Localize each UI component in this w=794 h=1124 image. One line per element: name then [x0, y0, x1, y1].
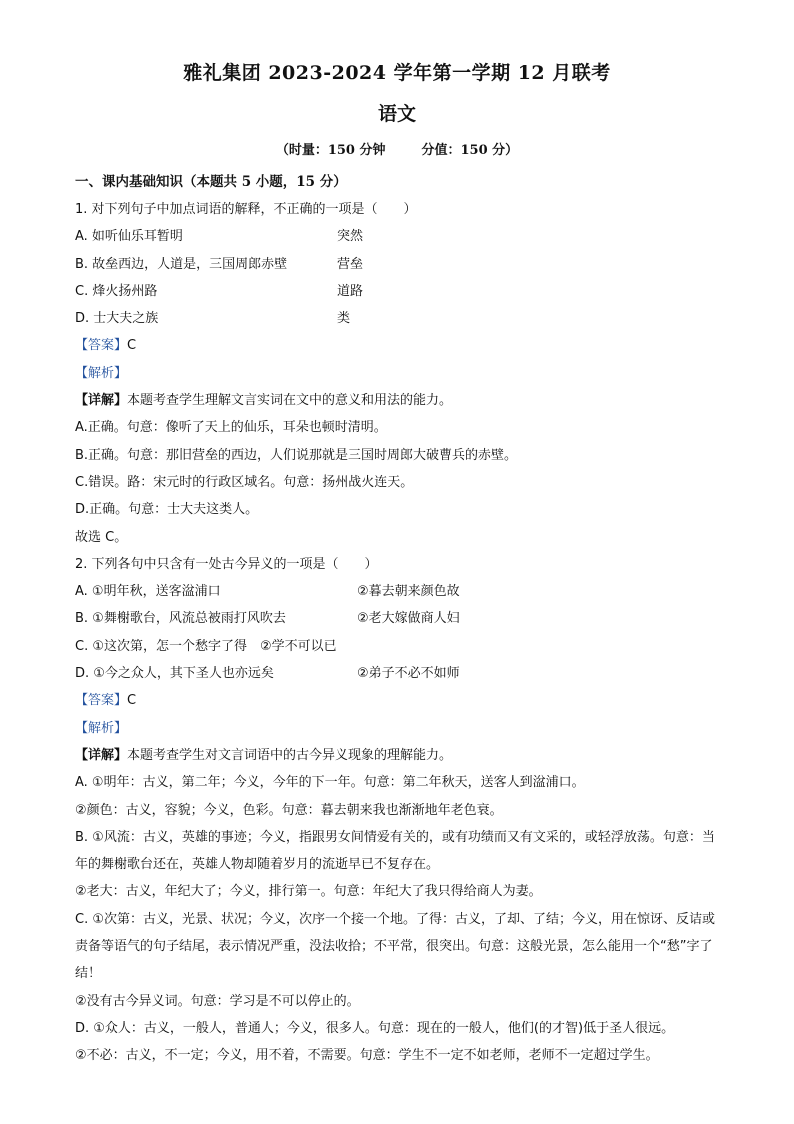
question-2-answer — [75, 687, 725, 714]
option-text: C. 烽火扬州路 — [75, 283, 158, 299]
question-2-analysis-label: 【解析】 — [75, 720, 128, 736]
option-gloss: 道路 — [337, 283, 364, 299]
question-2-explanation-line: B. ①风流：古义，英雄的事迹；今义，指跟男女间情爱有关的，或有功绩而又有文采的，或轻浮放荡。句意：当年的舞榭歌台还在，英雄人物却随着岁月的流逝早已不复存在。 — [75, 829, 715, 873]
answer-value: C — [127, 693, 137, 709]
question-1-option-c — [75, 278, 725, 305]
option-gloss: 类 — [337, 311, 351, 327]
question-2-option-b — [75, 605, 725, 632]
option-text: A. 如听仙乐耳暂明 — [75, 229, 183, 245]
question-2-explanation-line: ②不必：古义，不一定；今义，用不着，不需要。句意：学生不一定不如老师，老师不一定超过学生。 — [75, 1048, 659, 1064]
exam-subject: 语文 — [377, 103, 416, 125]
option-text: D. 士大夫之族 — [75, 311, 159, 327]
answer-label: 【答案】 — [75, 338, 128, 354]
exam-meta — [0, 139, 794, 158]
option-part-1: D. ①今之众人，其下圣人也亦远矣 — [75, 666, 274, 682]
option-gloss: 突然 — [337, 229, 364, 245]
question-1-stem: 1. 对下列句子中加点词语的解释，不正确的一项是（ ） — [75, 202, 417, 217]
question-1-detail — [75, 387, 725, 414]
question-2-detail — [75, 742, 725, 769]
option-gloss: 营垒 — [337, 256, 364, 272]
question-1-option-d — [75, 305, 725, 332]
question-1-explanation-line: D.正确。句意：士大夫这类人。 — [75, 502, 259, 518]
question-2-explanation-line: D. ①众人：古义，一般人，普通人；今义，很多人。句意：现在的一般人，他们(的才智)低于圣人很远。 — [75, 1020, 675, 1036]
option-part-2: ②老大嫁做商人妇 — [357, 611, 460, 627]
question-1-explanation-line: B.正确。句意：那旧营垒的西边，人们说那就是三国时周郎大破曹兵的赤壁。 — [75, 447, 518, 463]
question-1-conclusion: 故选 C。 — [75, 529, 128, 545]
section-heading: 一、课内基础知识（本题共 5 小题，15 分） — [75, 174, 347, 190]
option-text: B. 故垒西边，人道是，三国周郎赤壁 — [75, 256, 288, 272]
question-1-explanation-line: A.正确。句意：像听了天上的仙乐，耳朵也顿时清明。 — [75, 420, 387, 436]
question-1-analysis-label: 【解析】 — [75, 365, 128, 381]
detail-label: 【详解】 — [75, 747, 128, 763]
exam-title: 雅礼集团 2023-2024 学年第一学期 12 月联考 — [183, 62, 611, 84]
question-2-explanation-line: ②没有古今异义词。句意：学习是不可以停止的。 — [75, 993, 360, 1009]
detail-text: 本题考查学生对文言词语中的古今异义现象的理解能力。 — [127, 747, 453, 763]
option-part-1: C. ①这次第，怎一个愁字了得 ②学不可以已 — [75, 638, 337, 654]
question-2-option-c — [75, 633, 725, 660]
question-2-option-a — [75, 578, 725, 605]
total-score: 分值：150 分） — [421, 143, 519, 158]
option-part-2: ②暮去朝来颜色故 — [357, 584, 460, 600]
question-2-explanation-line: ②颜色：古义，容貌；今义，色彩。句意：暮去朝来我也渐渐地年老色衰。 — [75, 802, 503, 818]
question-2-explanation-line: ②老大：古义，年纪大了；今义，排行第一。句意：年纪大了我只得给商人为妻。 — [75, 884, 542, 900]
question-1-answer — [75, 332, 725, 359]
question-1-explanation-line: C.错误。路：宋元时的行政区域名。句意：扬州战火连天。 — [75, 474, 414, 490]
time-limit: （时量：150 分钟 — [275, 143, 386, 158]
question-1-option-b — [75, 251, 725, 278]
detail-text: 本题考查学生理解文言实词在文中的意义和用法的能力。 — [127, 393, 453, 409]
question-1-option-a — [75, 223, 725, 250]
answer-value: C — [127, 338, 137, 354]
option-part-2: ②弟子不必不如师 — [357, 666, 460, 682]
exam-content — [75, 196, 725, 1070]
question-2-explanation-line: C. ①次第：古义，光景、状况；今义，次序一个接一个地。了得：古义，了却、了结；今义，用在惊讶、反诘或责备等语气的句子结尾，表示情况严重，没法收拾；不平常，很突出。句意：这般光景，怎么能用一个“愁”字了结！ — [75, 911, 715, 982]
question-2-stem: 2. 下列各句中只含有一处古今异义的一项是（ ） — [75, 556, 378, 572]
option-part-1: A. ①明年秋，送客湓浦口 — [75, 584, 221, 600]
detail-label: 【详解】 — [75, 393, 128, 409]
question-2-option-d — [75, 660, 725, 687]
question-2-explanation-line: A. ①明年：古义，第二年；今义，今年的下一年。句意：第二年秋天，送客人到湓浦口。 — [75, 775, 585, 791]
option-part-1: B. ①舞榭歌台，风流总被雨打风吹去 — [75, 611, 286, 627]
answer-label: 【答案】 — [75, 693, 128, 709]
